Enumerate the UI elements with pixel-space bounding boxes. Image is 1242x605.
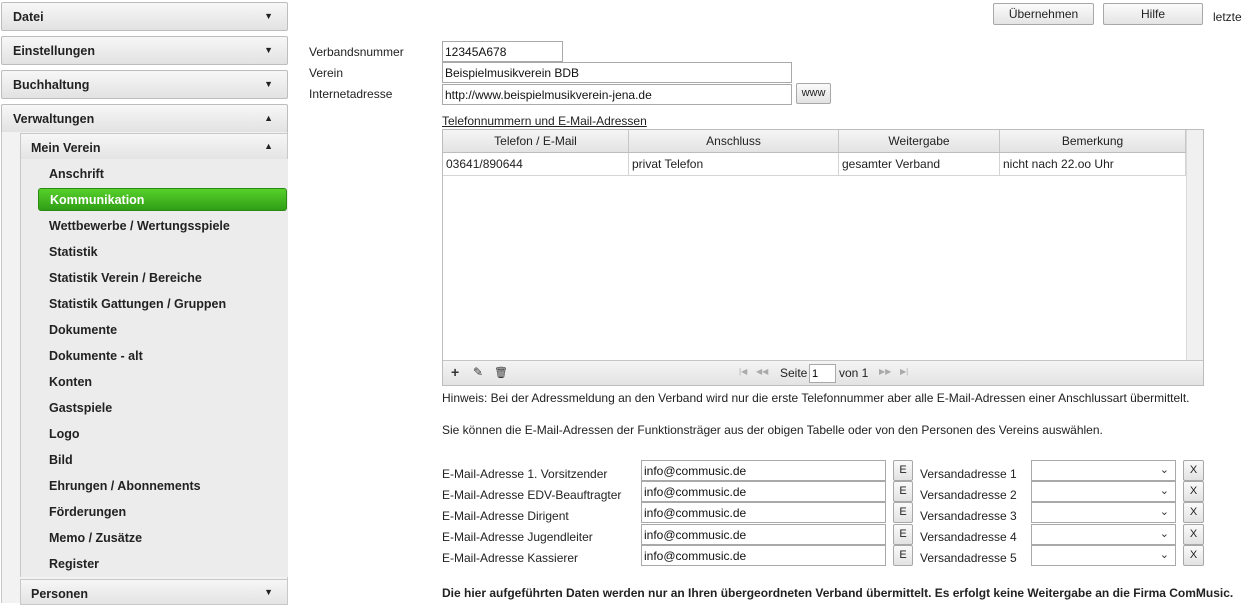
email-input[interactable] [641,545,886,566]
sidebar-item-dokumente-alt[interactable]: Dokumente - alt [49,349,143,363]
chevron-down-icon: ⌄ [1159,464,1169,476]
grid-scrollbar[interactable] [1186,130,1203,361]
email-label: E-Mail-Adresse 1. Vorsitzender [442,467,608,481]
help-button[interactable]: Hilfe [1103,3,1203,25]
email-label: E-Mail-Adresse Dirigent [442,509,569,523]
column-header[interactable]: Anschluss [629,130,839,152]
accordion-label: Verwaltungen [13,112,95,126]
chevron-up-icon: ▲ [264,113,273,123]
accordion-label: Mein Verein [31,141,101,155]
versand-label: Versandadresse 1 [920,467,1017,481]
sidebar-item-anschrift[interactable]: Anschrift [49,167,104,181]
verbandsnummer-label: Verbandsnummer [309,45,404,59]
email-select-button[interactable]: E [893,502,913,523]
sidebar-item-dokumente[interactable]: Dokumente [49,323,118,337]
versand-label: Versandadresse 2 [920,488,1017,502]
phones-grid [442,129,1204,386]
add-icon[interactable]: + [451,364,460,380]
email-input[interactable] [641,524,886,545]
selection-info-text: Sie können die E-Mail-Adressen der Funktionsträger aus der obigen Tabelle oder von den Personen des Vereins auswählen. [442,423,1103,437]
accordion-label: Datei [13,10,44,24]
sidebar-item-memo[interactable]: Memo / Zusätze [49,531,143,545]
clear-button[interactable]: X [1183,524,1204,545]
email-input[interactable] [641,460,886,481]
table-cell: 03641/890644 [443,153,629,175]
clear-button[interactable]: X [1183,460,1204,481]
sidebar-item-bild[interactable]: Bild [49,453,73,467]
email-input[interactable] [641,502,886,523]
chevron-down-icon: ⌄ [1159,528,1169,540]
sidebar-item-register[interactable]: Register [49,557,100,571]
email-select-button[interactable]: E [893,481,913,502]
table-cell: gesamter Verband [839,153,1000,175]
accordion-buchhaltung[interactable] [1,70,288,99]
chevron-down-icon: ⌄ [1159,506,1169,518]
truncated-button-label: letzte [1213,10,1242,24]
accordion-personen[interactable] [20,579,288,605]
sidebar-item-ehrungen[interactable]: Ehrungen / Abonnements [49,479,201,493]
chevron-down-icon: ⌄ [1159,549,1169,561]
table-cell: privat Telefon [629,153,839,175]
edit-icon[interactable]: ✎ [473,365,484,379]
last-page-icon[interactable]: ▶| [900,367,909,376]
column-header[interactable]: Bemerkung [1000,130,1186,152]
versand-select[interactable] [1031,524,1176,545]
table-cell: nicht nach 22.oo Uhr [1000,153,1186,175]
email-label: E-Mail-Adresse EDV-Beauftragter [442,488,622,502]
clear-button[interactable]: X [1183,481,1204,502]
accordion-verwaltungen[interactable] [1,104,288,133]
page-input[interactable] [809,364,836,383]
sidebar-item-kommunikation[interactable]: Kommunikation [38,188,287,211]
clear-button[interactable]: X [1183,502,1204,523]
versand-select[interactable] [1031,460,1176,481]
delete-icon[interactable]: 🗑 [494,367,508,379]
chevron-down-icon: ⌄ [1159,485,1169,497]
internetadresse-input[interactable] [442,84,792,105]
versand-label: Versandadresse 3 [920,509,1017,523]
sidebar [0,0,291,603]
verein-label: Verein [309,66,344,80]
email-select-button[interactable]: E [893,545,913,566]
sidebar-item-logo[interactable]: Logo [49,427,80,441]
accordion-label: Buchhaltung [13,78,90,92]
accordion-mein-verein[interactable] [20,133,288,160]
prev-page-icon[interactable]: ◀◀ [756,367,769,376]
sidebar-item-statistik-gattungen[interactable]: Statistik Gattungen / Gruppen [49,297,227,311]
hint-text: Hinweis: Bei der Adressmeldung an den Verband wird nur die erste Telefonnummer aber alle E-Mail-Adressen einer Anschlussart übermittelt. [442,391,1190,405]
page-count-label: von 1 [839,366,869,380]
accordion-label: Personen [31,587,88,601]
chevron-down-icon: ▼ [264,45,273,55]
chevron-down-icon: ▼ [264,587,273,597]
accordion-einstellungen[interactable] [1,36,288,65]
email-input[interactable] [641,481,886,502]
internetadresse-label: Internetadresse [309,87,393,101]
verbandsnummer-input[interactable] [442,41,563,62]
column-header[interactable]: Telefon / E-Mail [443,130,629,152]
versand-select[interactable] [1031,545,1176,566]
page-label: Seite [780,366,808,380]
accordion-datei[interactable] [1,2,288,31]
email-select-button[interactable]: E [893,524,913,545]
versand-label: Versandadresse 4 [920,530,1017,544]
first-page-icon[interactable]: |◀ [739,367,748,376]
versand-select[interactable] [1031,502,1176,523]
versand-label: Versandadresse 5 [920,551,1017,565]
next-page-icon[interactable]: ▶▶ [879,367,892,376]
sidebar-item-foerderungen[interactable]: Förderungen [49,505,127,519]
chevron-down-icon: ▼ [264,79,273,89]
email-label: E-Mail-Adresse Kassierer [442,551,579,565]
phones-section-title: Telefonnummern und E-Mail-Adressen [442,114,647,128]
chevron-up-icon: ▲ [264,141,273,151]
accordion-label: Einstellungen [13,44,95,58]
versand-select[interactable] [1031,481,1176,502]
sidebar-item-konten[interactable]: Konten [49,375,93,389]
table-row[interactable] [443,153,1186,176]
sidebar-item-gastspiele[interactable]: Gastspiele [49,401,113,415]
sidebar-item-wettbewerbe[interactable]: Wettbewerbe / Wertungsspiele [49,219,230,233]
chevron-down-icon: ▼ [264,11,273,21]
email-label: E-Mail-Adresse Jugendleiter [442,530,593,544]
grid-footer [443,360,1203,385]
apply-button[interactable]: Übernehmen [993,3,1094,25]
www-button[interactable]: www [796,83,831,104]
sidebar-item-statistik-verein[interactable]: Statistik Verein / Bereiche [49,271,202,285]
verein-input[interactable] [442,62,792,83]
email-select-button[interactable]: E [893,460,913,481]
grid-header [443,130,1188,153]
clear-button[interactable]: X [1183,545,1204,566]
column-header[interactable]: Weitergabe [839,130,1000,152]
sidebar-item-statistik[interactable]: Statistik [49,245,98,259]
footer-note: Die hier aufgeführten Daten werden nur an Ihren übergeordneten Verband übermittelt. Es erfolgt keine Weitergabe an die Firma ComMusic. [442,586,1234,600]
